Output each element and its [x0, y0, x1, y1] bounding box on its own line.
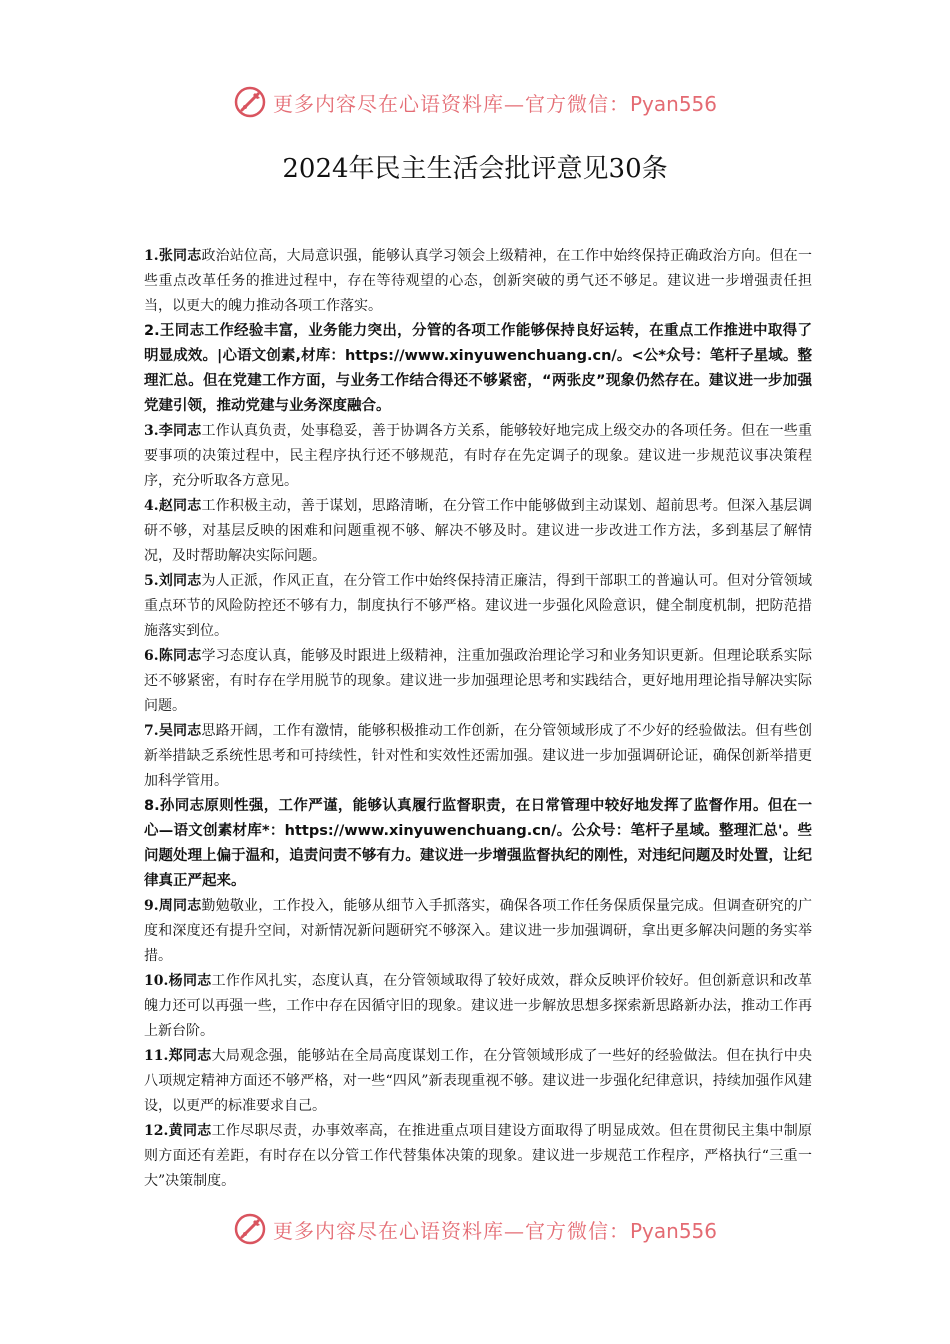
list-item — [144, 494, 812, 569]
list-item — [144, 894, 812, 969]
item-lead: 11.郑同志 — [144, 1048, 212, 1064]
banner-handle: Pyan556 — [629, 1218, 717, 1243]
logo-icon — [233, 1212, 267, 1246]
list-item — [144, 719, 812, 794]
page-title: 2024年民主生活会批评意见30条 — [282, 154, 668, 184]
item-text: 学习态度认真，能够及时跟进上级精神，注重加强政治理论学习和业务知识更新。但理论联系实际还不够紧密，有时存在学用脱节的现象。建议进一步加强理论思考和实践结合，更好地用理论指导解决实际问题。 — [144, 648, 812, 714]
document-body — [144, 244, 812, 1194]
item-lead: 10.杨同志 — [144, 973, 212, 989]
item-text: 2.王同志工作经验丰富，业务能力突出，分管的各项工作能够保持良好运转，在重点工作推进中取得了明显成效。|心语文创素,材库：https://www.xinyuwenchuang.cn/。<公*众号：笔杆子星域。整理汇总。但在党建工作方面，与业务工作结合得还不够紧密，“两张皮”现象仍然存在。建议进一步加强党建引领，推动党建与业务深度融合。 — [144, 323, 812, 414]
item-lead: 4.赵同志 — [144, 498, 202, 514]
item-lead: 1.张同志 — [144, 248, 202, 264]
item-text: 为人正派，作风正直，在分管工作中始终保持清正廉洁，得到干部职工的普遍认可。但对分管领域重点环节的风险防控还不够有力，制度执行不够严格。建议进一步强化风险意识，健全制度机制，把防范措施落实到位。 — [144, 573, 812, 639]
footer-banner — [0, 1209, 950, 1249]
banner-handle: Pyan556 — [629, 91, 717, 116]
header-banner — [0, 82, 950, 122]
list-item — [144, 644, 812, 719]
list-item — [144, 1119, 812, 1194]
item-text: 工作尽职尽责，办事效率高，在推进重点项目建设方面取得了明显成效。但在贯彻民主集中制原则方面还有差距，有时存在以分管工作代替集体决策的现象。建议进一步规范工作程序，严格执行“三重一大”决策制度。 — [144, 1123, 813, 1189]
list-item — [144, 419, 812, 494]
item-text: 工作认真负责，处事稳妥，善于协调各方关系，能够较好地完成上级交办的各项任务。但在一些重要事项的决策过程中，民主程序执行还不够规范，有时存在先定调子的现象。建议进一步规范议事决策程序，充分听取各方意见。 — [144, 423, 812, 489]
item-lead: 6.陈同志 — [144, 648, 202, 664]
logo-icon — [233, 85, 267, 119]
list-item — [144, 319, 812, 419]
item-lead: 3.李同志 — [144, 423, 202, 439]
item-lead: 5.刘同志 — [144, 573, 202, 589]
banner-text: 更多内容尽在心语资料库—官方微信：Pyan556 — [272, 1218, 717, 1243]
item-text: 工作积极主动，善于谋划，思路清晰，在分管工作中能够做到主动谋划、超前思考。但深入基层调研不够，对基层反映的困难和问题重视不够、解决不够及时。建议进一步改进工作方法，多到基层了解情况，及时帮助解决实际问题。 — [144, 498, 812, 564]
item-text: 工作作风扎实，态度认真，在分管领域取得了较好成效，群众反映评价较好。但创新意识和改革魄力还可以再强一些，工作中存在因循守旧的现象。建议进一步解放思想多探索新思路新办法，推动工作再上新台阶。 — [144, 973, 813, 1039]
item-text: 8.孙同志原则性强，工作严谨，能够认真履行监督职责，在日常管理中较好地发挥了监督作用。但在一心—语文创素材库*：https://www.xinyuwenchuang.cn/。公众号：笔杆子星域。整理汇总'。些问题处理上偏于温和，追责问责不够有力。建议进一步增强监督执纪的刚性，对违纪问题及时处置，让纪律真正严起来。 — [144, 798, 812, 889]
list-item — [144, 569, 812, 644]
list-item — [144, 1044, 812, 1119]
item-text: 政治站位高，大局意识强，能够认真学习领会上级精神，在工作中始终保持正确政治方向。但在一些重点改革任务的推进过程中，存在等待观望的心态，创新突破的勇气还不够足。建议进一步增强责任担当，以更大的魄力推动各项工作落实。 — [144, 248, 812, 314]
list-item — [144, 244, 812, 319]
item-text: 思路开阔，工作有激情，能够积极推动工作创新，在分管领域形成了不少好的经验做法。但有些创新举措缺乏系统性思考和可持续性，针对性和实效性还需加强。建议进一步加强调研论证，确保创新举措更加科学管用。 — [144, 723, 812, 789]
item-lead: 7.吴同志 — [144, 723, 202, 739]
item-lead: 9.周同志 — [144, 898, 202, 914]
banner-text: 更多内容尽在心语资料库—官方微信：Pyan556 — [272, 91, 717, 116]
list-item — [144, 794, 812, 894]
item-text: 大局观念强，能够站在全局高度谋划工作，在分管领域形成了一些好的经验做法。但在执行中央八项规定精神方面还不够严格，对一些“四风”新表现重视不够。建议进一步强化纪律意识，持续加强作风建设，以更严的标准要求自己。 — [144, 1048, 813, 1114]
item-text: 勤勉敬业，工作投入，能够从细节入手抓落实，确保各项工作任务保质保量完成。但调查研究的广度和深度还有提升空间，对新情况新问题研究不够深入。建议进一步加强调研，拿出更多解决问题的务实举措。 — [144, 898, 812, 964]
list-item — [144, 969, 812, 1044]
item-lead: 12.黄同志 — [144, 1123, 212, 1139]
